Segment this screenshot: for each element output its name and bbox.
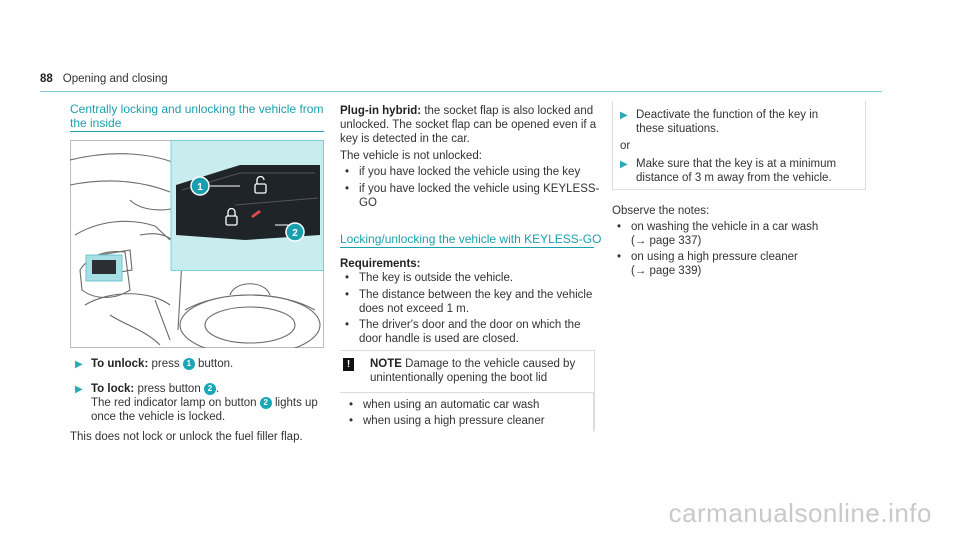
plugin-hybrid-para	[340, 104, 593, 118]
observe-item: • on using a high pressure cleaner	[617, 251, 798, 263]
button-2-marker: 2	[204, 383, 216, 395]
bullet-item: • if you have locked the vehicle using the key	[345, 166, 581, 178]
step-lock	[75, 382, 219, 397]
button-2-marker: 2	[260, 397, 272, 409]
step-deactivate	[620, 108, 818, 123]
step-lock-line2-text: The red indicator lamp on button	[91, 397, 257, 409]
requirement-item: • The driver's door and the door on which the	[345, 319, 581, 331]
requirement-item: • The distance between the key and the vehicle	[345, 289, 593, 301]
section-title-rule	[70, 131, 324, 132]
button-1-marker: 1	[183, 358, 195, 370]
plugin-hybrid-label: Plug-in hybrid:	[340, 105, 422, 117]
step-lock-label: To lock:	[91, 383, 135, 395]
note-heading	[370, 357, 575, 371]
note-text-line1: Damage to the vehicle caused by	[405, 358, 576, 370]
requirement-text-cont: door handle is used are closed.	[359, 333, 519, 345]
requirement-item: • The key is outside the vehicle.	[345, 272, 514, 284]
plugin-hybrid-line3: key is detected in the car.	[340, 133, 470, 145]
step-unlock	[75, 357, 233, 372]
plugin-hybrid-line1: the socket flap is also locked and	[424, 105, 594, 117]
step-distance-text: Make sure that the key is at a minimum	[636, 158, 837, 170]
step-lock-line3: once the vehicle is locked.	[91, 411, 226, 423]
section-title-line1: Centrally locking and unlocking the vehicle from	[70, 102, 324, 116]
note-bullet-text: when using an automatic car wash	[363, 399, 540, 411]
observe-text: on washing the vehicle in a car wash	[631, 221, 819, 233]
note-bullet-text: when using a high pressure cleaner	[363, 415, 545, 427]
step-lock-text-end: .	[215, 383, 220, 395]
note-bullet: • when using an automatic car wash	[349, 399, 540, 411]
requirement-text-cont: does not exceed 1 m.	[359, 303, 469, 315]
note-side-rule	[593, 392, 594, 432]
plugin-hybrid-line2: unlocked. The socket flap can be opened even if a	[340, 119, 597, 131]
fuel-flap-note: This does not lock or unlock the fuel filler flap.	[70, 431, 303, 443]
section-title-keyless-go: Locking/unlocking the vehicle with KEYLESS-GO	[340, 232, 602, 246]
door-panel-illustration	[70, 140, 324, 348]
step-unlock-label: To unlock:	[91, 358, 149, 370]
note-label: NOTE	[370, 358, 402, 370]
callout-1-label: 1	[197, 182, 203, 193]
observe-item: • on washing the vehicle in a car wash	[617, 221, 819, 233]
section-title-central-locking	[70, 102, 330, 130]
header-divider	[40, 91, 882, 92]
step-lock-line2-end: lights up	[274, 397, 318, 409]
step-distance-text-cont: distance of 3 m away from the vehicle.	[636, 172, 832, 184]
switch-thumbnail	[92, 260, 116, 274]
requirement-text: The distance between the key and the vehicle	[359, 289, 593, 301]
step-unlock-text-end: button.	[198, 358, 234, 370]
step-lock-line2	[91, 396, 318, 410]
callout-2-label: 2	[292, 228, 298, 239]
step-arrow-icon: ▶	[75, 384, 83, 395]
step-deactivate-text: Deactivate the function of the key in	[636, 109, 819, 121]
bullet-item: • if you have locked the vehicle using KEYLESS-	[345, 183, 600, 195]
section-title-line2: the inside	[70, 116, 122, 130]
observe-notes: Observe the notes:	[612, 205, 710, 217]
note-text-line2: unintentionally opening the boot lid	[370, 372, 548, 384]
step-arrow-icon: ▶	[620, 159, 628, 170]
requirement-text: The key is outside the vehicle.	[359, 272, 514, 284]
requirements-label: Requirements:	[340, 258, 421, 270]
note-bullet: • when using a high pressure cleaner	[349, 415, 545, 427]
step-lock-text: press button	[137, 383, 201, 395]
page-header	[40, 73, 168, 85]
or-text: or	[620, 140, 631, 152]
bullet-text: if you have locked the vehicle using KEYLESS-	[359, 183, 600, 195]
watermark: carmanualsonline.info	[668, 498, 932, 528]
page-number: 88	[40, 73, 53, 85]
step-arrow-icon: ▶	[75, 359, 83, 370]
not-unlocked-text: The vehicle is not unlocked:	[340, 150, 482, 162]
section-name: Opening and closing	[62, 73, 168, 85]
requirement-text: The driver's door and the door on which the	[359, 319, 581, 331]
bullet-text: if you have locked the vehicle using the key	[359, 166, 581, 178]
warning-icon: !	[343, 358, 354, 371]
page-reference-337[interactable]: (→ page 337)	[631, 235, 702, 247]
observe-text: on using a high pressure cleaner	[631, 251, 798, 263]
step-deactivate-text-cont: these situations.	[636, 123, 720, 135]
note-divider	[340, 392, 594, 393]
bullet-text-cont: GO	[359, 197, 377, 209]
step-arrow-icon: ▶	[620, 110, 628, 121]
step-unlock-text: press	[151, 358, 180, 370]
step-distance	[620, 157, 836, 172]
page-reference-339[interactable]: (→ page 339)	[631, 265, 702, 277]
section-title-rule	[340, 247, 594, 248]
